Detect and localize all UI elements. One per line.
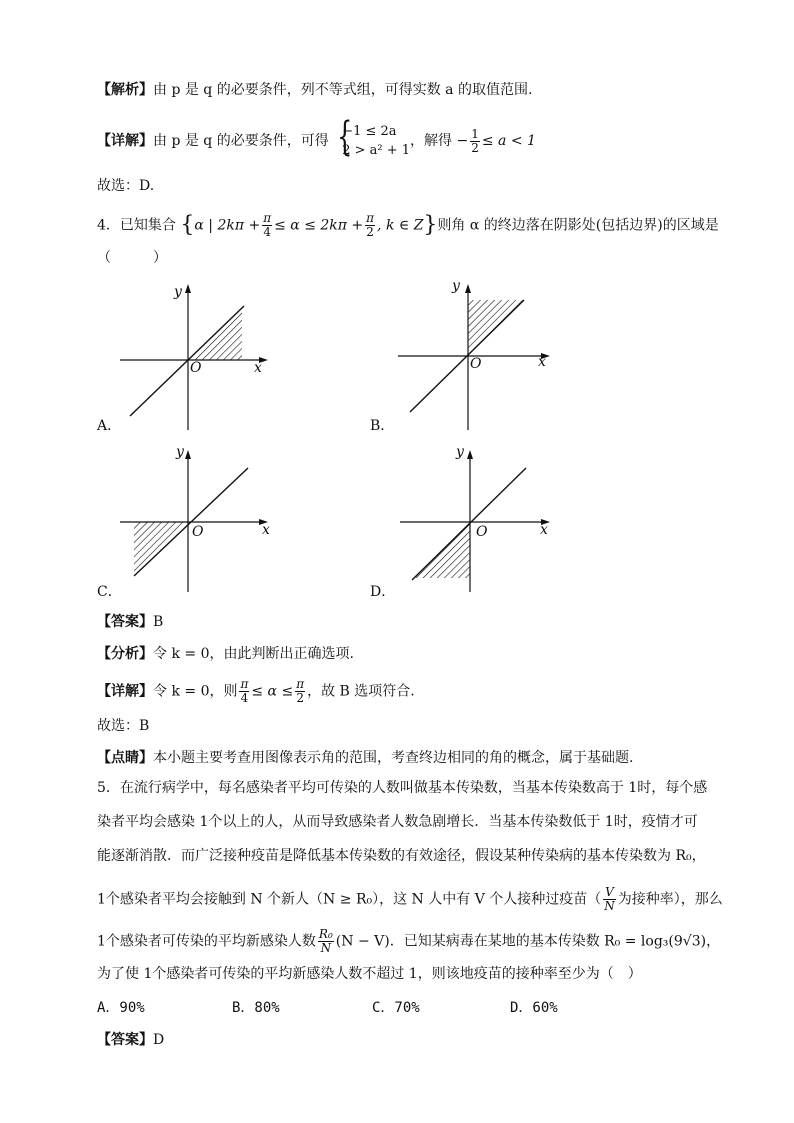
c-label-x: x [262, 522, 270, 538]
q4-answer [97, 612, 163, 632]
terminal-line [130, 306, 244, 416]
c-label-y: y [176, 444, 184, 460]
line5-b: (N − V)．已知某病毒在某地的基本传染数 R₀ = log₃(9√3)， [335, 933, 721, 950]
frac-den: 2 [471, 140, 479, 155]
q3-detail [97, 114, 536, 160]
answer-tag: 【答案】 [97, 614, 153, 630]
frac-num: π [263, 211, 272, 225]
frac-v-n [603, 886, 616, 913]
fraction-half [470, 128, 480, 155]
y-arrow [467, 450, 473, 459]
detail-a: 令 k = 0，则 [153, 683, 238, 700]
analysis-text: 令 k = 0，由此判断出正确选项. [153, 646, 354, 662]
graph-d [392, 446, 562, 596]
stem-b: 则角 α 的终边落在阴影处(包括边界)的区域是 [437, 217, 719, 234]
answer-value: B [153, 614, 164, 630]
y-arrow [185, 284, 191, 293]
q4-choose: 故选：B [97, 718, 150, 734]
line4-a: 1个感染者平均会接触到 N 个新人（N ≥ R₀），这 N 人中有 V 个人接种过疫苗（ [97, 891, 602, 908]
option-c-label: C． [97, 584, 122, 600]
frac-num: R₀ [318, 927, 333, 941]
option-a-label: A． [97, 418, 122, 434]
set-brace-right: } [423, 212, 438, 238]
q5-answer [97, 1030, 164, 1050]
system-row-2: 2 > a² + 1 [342, 143, 411, 158]
a-label-y: y [174, 284, 182, 300]
q5-line-3: 能逐渐消散．而广泛接种疫苗是降低基本传染数的有效途径，假设某种传染病的基本传染数为 R₀， [97, 848, 706, 864]
frac-num: π [366, 211, 375, 225]
frac-num: π [296, 677, 305, 691]
frac-den: 2 [366, 225, 374, 239]
set-expression [180, 212, 437, 239]
frac-den: 4 [263, 225, 271, 239]
analysis-text: 由 p 是 q 的必要条件，列不等式组，可得实数 a 的取值范围. [153, 82, 533, 98]
system-row-1: −1 ≤ 2a [342, 124, 397, 139]
detail-tag: 【详解】 [97, 683, 153, 700]
c-label-o: O [192, 524, 204, 540]
frac-r0-n [318, 928, 334, 955]
stem-a: 4．已知集合 [97, 217, 176, 234]
analysis-tag: 【分析】 [97, 646, 153, 662]
frac-num: 1 [471, 126, 479, 141]
graph-c [110, 446, 280, 596]
line5-a: 1个感染者可传染的平均新感染人数 [97, 933, 316, 950]
q5-choice-a: A．90% [97, 1000, 145, 1016]
detail-text-b: ，解得 − [410, 133, 469, 149]
detail-b: ≤ α ≤ [251, 683, 294, 700]
q4-detail [97, 678, 415, 705]
analysis-tag: 【解析】 [97, 82, 153, 98]
q4-comment [97, 748, 633, 768]
set-brace-left: { [180, 212, 195, 238]
frac-num: V [605, 885, 614, 899]
q5-choice-d: D．60% [510, 1000, 558, 1016]
y-arrow [465, 284, 471, 293]
d-label-y: y [456, 444, 464, 460]
frac-num: π [240, 677, 249, 691]
comment-text: 本小题主要考查用图像表示角的范围，考查终边相同的角的概念，属于基础题. [153, 750, 634, 766]
q4-paren: （ ） [97, 250, 167, 266]
frac-den: 4 [240, 691, 249, 705]
q5-line-4 [97, 886, 723, 913]
q5-line-6: 为了使 1个感染者可传染的平均新感染人数不超过 1，则该地疫苗的接种率至少为（ ） [97, 966, 642, 982]
a-label-o: O [190, 360, 202, 376]
b-label-o: O [470, 356, 482, 372]
frac-pi-2 [365, 212, 375, 239]
brace-glyph: { [337, 114, 353, 160]
q5-line-5 [97, 928, 720, 955]
line4-b: 为接种率），那么 [617, 891, 723, 908]
set-part-b: ≤ α ≤ 2kπ + [274, 217, 364, 234]
frac-den: 2 [296, 691, 304, 705]
option-d-label: D． [370, 584, 396, 600]
frac-den: N [604, 899, 615, 913]
comment-tag: 【点睛】 [97, 750, 153, 766]
frac-pi-2 [295, 678, 305, 705]
detail-tag: 【详解】 [97, 133, 153, 149]
detail-text-a: 由 p 是 q 的必要条件，可得 [153, 133, 329, 149]
graph-a [110, 282, 280, 432]
a-label-x: x [254, 360, 262, 376]
inequality-system [333, 114, 411, 160]
d-label-o: O [476, 524, 488, 540]
set-part-a: α | 2kπ + [194, 217, 261, 234]
q3-analysis [97, 80, 532, 100]
q5-line-1: 5．在流行病学中，每名感染者平均可传染的人数叫做基本传染数，当基本传染数高于 1时，每个感 [97, 780, 708, 796]
q5-choice-c: C．70% [372, 1000, 420, 1016]
b-label-x: x [538, 354, 546, 370]
detail-text-c: ≤ a < 1 [481, 133, 536, 149]
q4-stem [97, 212, 719, 239]
frac-den: N [320, 941, 332, 955]
answer-tag: 【答案】 [97, 1032, 153, 1048]
detail-c: ，故 B 选项符合. [307, 683, 415, 700]
answer-value: D [153, 1032, 165, 1048]
q4-analysis [97, 644, 354, 664]
option-b-label: B． [370, 418, 395, 434]
q5-choice-b: B．80% [232, 1000, 280, 1016]
q5-line-2: 染者平均会感染 1个以上的人，从而导致感染者人数急剧增长．当基本传染数低于 1时，疫情才可 [97, 814, 698, 830]
frac-pi-4 [239, 678, 249, 705]
q3-answer: 故选：D. [97, 178, 155, 194]
y-arrow [185, 450, 191, 459]
b-label-y: y [452, 278, 460, 294]
set-part-c: , k ∈ Z [377, 217, 424, 234]
frac-pi-4 [262, 212, 272, 239]
d-label-x: x [540, 522, 548, 538]
